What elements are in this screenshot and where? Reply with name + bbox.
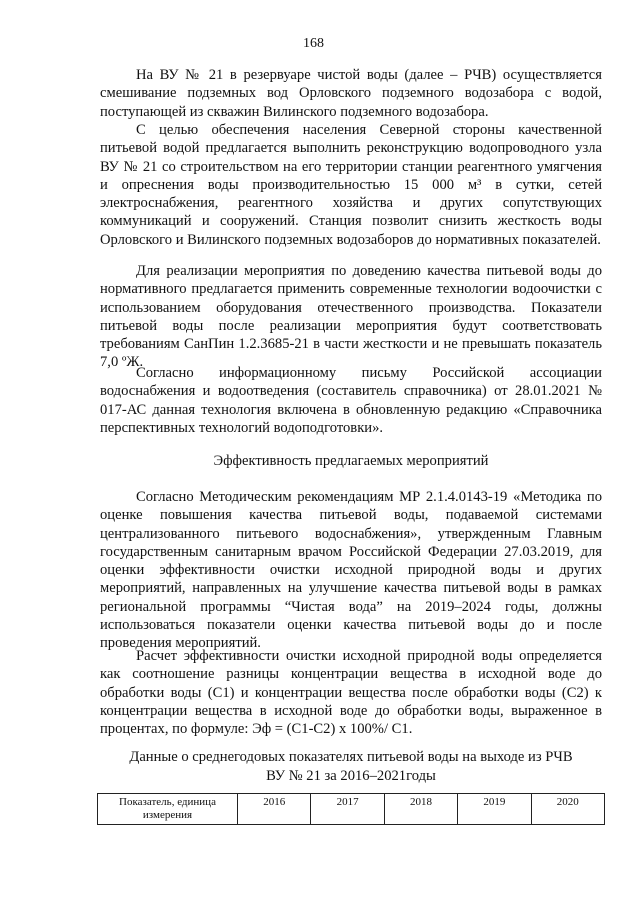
table-caption-line-2: ВУ № 21 за 2016–2021годы: [266, 768, 436, 784]
header-2020: 2020: [531, 794, 604, 825]
page-number: 168: [303, 36, 324, 51]
paragraph-6: Расчет эффективности очистки исходной природной воды определяется как соотношение разницы концентрации вещества в исходной воде до обработки воды (С1) и концентрации вещества после обработки воды (С2) к концентрации вещества в исходной воде до обработки воды, выраженное в процентах, по формуле: Эф = (С1-С2) х 100%/ С1.: [100, 648, 602, 738]
header-2017: 2017: [311, 794, 384, 825]
paragraph-5: Согласно Методическим рекомендациям МР 2.1.4.0143-19 «Методика по оценке повышения качества питьевой воды, подаваемой системами централизованного питьевого водоснабжения», утвержденным Главным государственным санитарным врачом Российской Федерации 27.03.2019, для оценки эффективности очистки исходной природной воды и других мероприятий, направленных на улучшение качества питьевой воды в рамках региональной программы “Чистая вода” на 2019–2024 годы, должны использоваться показатели оценки качества питьевой воды до и после проведения мероприятий.: [100, 489, 602, 652]
paragraph-1: На ВУ № 21 в резервуаре чистой воды (далее – РЧВ) осуществляется смешивание подземных вод Орловского подземного водозабора с водой, поступающей из скважин Вилинского подземного водозабора.: [100, 67, 602, 120]
paragraph-3: Для реализации мероприятия по доведению качества питьевой воды до нормативного предлагается применить современные технологии водоочистки с использованием оборудования отечественного производства. Показатели питьевой воды после реализации мероприятия будут соответствовать требованиям СанПин 1.2.3685-21 в части жесткости и не превышать показатель 7,0 ºЖ.: [100, 263, 602, 371]
table-header-row: [98, 794, 605, 825]
paragraph-4: Согласно информационному письму Российской ассоциации водоснабжения и водоотведения (составитель справочника) от 28.01.2021 № 017-АС данная технология включена в обновленную редакцию «Справочника перспективных технологий водоподготовки».: [100, 365, 602, 436]
paragraph-2: С целью обеспечения населения Северной стороны качественной питьевой водой предлагается выполнить реконструкцию водопроводного узла ВУ № 21 со строительством на его территории станции реагентного умягчения и опреснения воды производительностью 15 000 м³ в сутки, сетей электроснабжения, реагентного хозяйства и других сопутствующих коммуникаций и сооружений. Станция позволит снизить жесткость воды Орловского и Вилинского подземных водозаборов до нормативных показателей.: [100, 122, 602, 248]
header-2019: 2019: [458, 794, 531, 825]
table-caption-line-1: Данные о среднегодовых показателях питьевой воды на выходе из РЧВ: [129, 749, 573, 765]
header-2018: 2018: [384, 794, 457, 825]
header-2016: 2016: [238, 794, 311, 825]
indicators-table: [97, 793, 605, 825]
section-heading: Эффективность предлагаемых мероприятий: [213, 453, 489, 469]
header-indicator: Показатель, единица измерения: [98, 794, 238, 825]
